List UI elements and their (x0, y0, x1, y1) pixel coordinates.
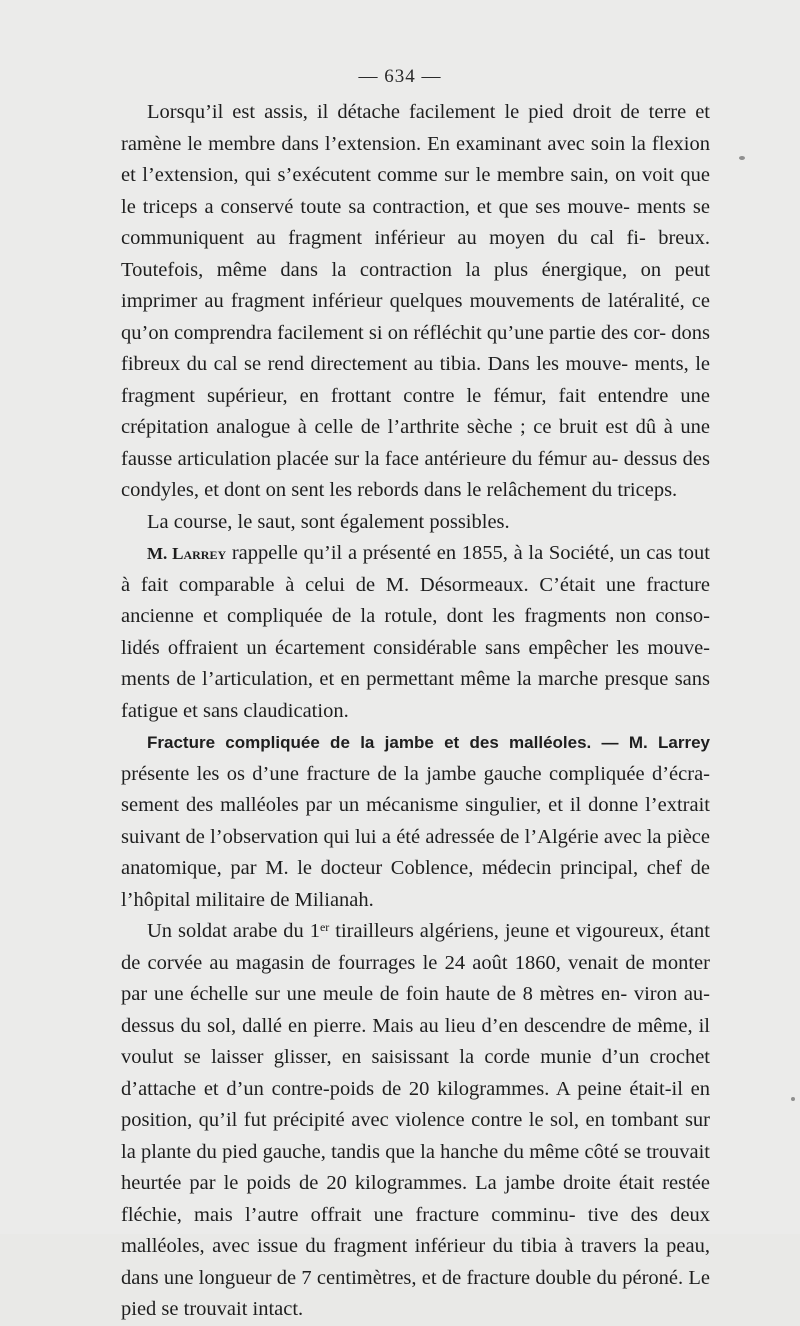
paragraph-3-text: rappelle qu’il a présenté en 1855, à la Société, un cas tout à fait comparable à celui de M. Désormeaux. C’était une fracture ancienne et compliquée de la rotule, dont les fragments non conso- lidés offraient un écartement considérable sans empêcher les mouve- ments de l’articulation, et en permettant même la marche presque sans fatigue et sans claudication. (121, 542, 710, 722)
section-heading: Fracture compliquée de la jambe et des malléoles. — M. (147, 733, 659, 752)
scan-speck (739, 156, 745, 160)
paragraph-2: La course, le saut, sont également possibles. (147, 510, 510, 533)
paragraph-4-text: présente les os d’une fracture de la jambe gauche compliquée d’écra- sement des malléoles par un mécanisme singulier, et il donne l’extrait suivant de l’observation qui lui a été adressée de l’Algérie avec la pièce anatomique, par M. le docteur Coblence, médecin principal, chef de l’hôpital militaire de Milianah. (121, 762, 710, 911)
page-number: — 634 — (358, 66, 442, 87)
body-text (121, 97, 710, 1326)
speaker-name: M. Larrey (147, 544, 227, 563)
paragraph-5-text-a: Un soldat arabe du 1 (147, 920, 320, 942)
paragraph-5-text-b: tirailleurs algériens, jeune et vigoureux, étant de corvée au magasin de fourrages le 24 août 1860, venait de monter par une échelle sur une meule de foin haute de 8 mètres en- viron au-dessus du sol, dallé en pierre. Mais au lieu d’en descendre de même, il voulut se laisser glisser, en saisissant la corde munie d’un crochet d’attache et d’un contre-poids de 20 kilogrammes. A peine était-il en position, qu’il fut précipité avec violence contre le sol, en tombant sur la plante du pied gauche, tandis que la hanche du même côté se trouvait heurtée par le poids de 20 kilogrammes. La jambe droite était restée fléchie, mais l’autre offrait une fracture comminu- tive des deux malléoles, avec issue du fragment inférieur du tibia à travers la peau, dans une longueur de 7 centimètres, et de fracture double du péroné. Le pied se trouvait intact. (121, 920, 710, 1320)
scan-speck (791, 1097, 795, 1101)
paragraph-1: Lorsqu’il est assis, il détache facilement le pied droit de terre et ramène le membre dans l’extension. En examinant avec soin la flexion et l’extension, qui s’exécutent comme sur le membre sain, on voit que le triceps a conservé toute sa contraction, et que ses mouve- ments se communiquent au fragment inférieur au moyen du cal fi- breux. Toutefois, même dans la contraction la plus énergique, on peut imprimer au fragment inférieur quelques mouvements de latéralité, ce qu’on comprendra facilement si on réfléchit qu’une partie des cor- dons fibreux du cal se rend directement au tibia. Dans les mouve- ments, le fragment supérieur, en frottant contre le fémur, fait entendre une crépitation analogue à celle de l’arthrite sèche ; ce bruit est dû à une fausse articulation placée sur la face antérieure du fémur au- dessus des condyles, et dont on sent les rebords dans le relâchement du triceps. (121, 101, 710, 501)
ordinal-superscript: er (319, 920, 330, 934)
paragraph-5 (121, 916, 710, 1326)
paragraph-4 (121, 727, 710, 916)
speaker-name-2: Larrey (658, 733, 710, 752)
paragraph-3 (121, 538, 710, 727)
